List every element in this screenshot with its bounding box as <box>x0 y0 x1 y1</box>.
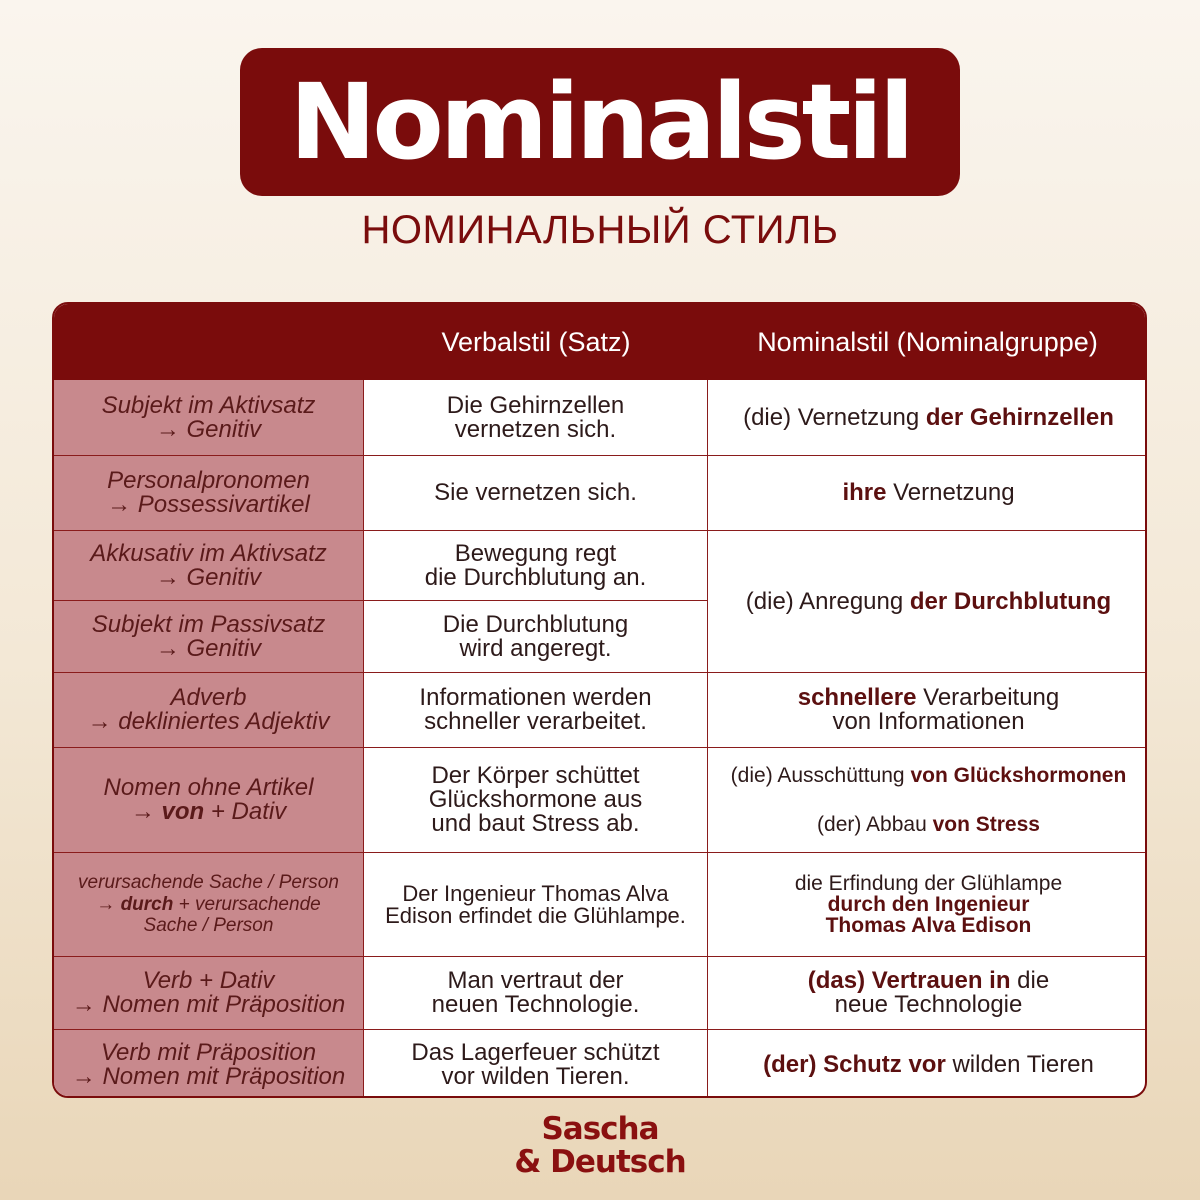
title-banner <box>240 48 960 196</box>
nominal-plain: wilden Tieren <box>945 1051 1094 1078</box>
verbal-line: schneller verarbeitet. <box>424 708 647 735</box>
arrow-text: → <box>130 798 162 825</box>
nominalstil-cell <box>708 957 1147 1030</box>
nominalstil-cell <box>708 853 1147 957</box>
nominal-bold: von Glückshormonen <box>910 764 1127 787</box>
nominal-bold: ihre <box>842 479 887 506</box>
category-line: → Genitiv <box>155 563 262 591</box>
category-cell <box>54 531 364 601</box>
category-line <box>96 894 320 916</box>
verbalstil-cell <box>364 456 708 531</box>
verbal-line: Die Gehirnzellen <box>446 391 625 419</box>
category-cell <box>54 1030 364 1098</box>
category-bold: durch <box>120 893 174 915</box>
verbalstil-cell <box>364 673 708 748</box>
category-cell <box>54 380 364 456</box>
category-bold: von <box>161 798 205 825</box>
nominal-line <box>745 587 1112 615</box>
category-line: verursachende Sache / Person <box>78 871 339 893</box>
nominalstil-cell <box>708 673 1147 748</box>
page-subtitle: НОМИНАЛЬНЫЙ СТИЛЬ <box>361 208 839 252</box>
category-line: Sache / Person <box>143 915 274 937</box>
verbal-line: Edison erfindet die Glühlampe. <box>385 902 686 928</box>
verbal-line: und baut Stress ab. <box>431 810 640 837</box>
nominal-plain: Vernetzung <box>886 479 1015 506</box>
category-line: → dekliniertes Adjektiv <box>87 708 330 735</box>
verbalstil-cell <box>364 531 708 601</box>
verbal-line: wird angeregt. <box>459 634 612 662</box>
nominal-line <box>743 403 1114 431</box>
nominal-plain: (die) Vernetzung <box>743 403 926 431</box>
category-line: Verb mit Präposition <box>100 1039 317 1066</box>
verbalstil-cell <box>364 853 708 957</box>
nominal-bold: Thomas Alva Edison <box>825 914 1032 937</box>
nominal-plain: die <box>1010 967 1050 994</box>
table-header <box>54 304 1145 380</box>
category-line: → Nomen mit Präposition <box>71 991 346 1018</box>
category-line: Akkusativ im Aktivsatz <box>90 539 327 567</box>
brand-line: & Deutsch <box>514 1143 686 1180</box>
nominalstil-cell <box>708 380 1147 456</box>
verbal-line: Die Durchblutung <box>442 610 629 638</box>
nominal-plain: (der) Abbau <box>817 813 933 836</box>
category-line: Verb + Dativ <box>142 967 275 994</box>
nominal-bold: der Durchblutung <box>909 587 1112 615</box>
verbal-line: Der Körper schüttet <box>431 762 640 789</box>
category-cell <box>54 748 364 853</box>
verbal-line: Der Ingenieur Thomas Alva <box>402 880 669 906</box>
verbalstil-cell <box>364 601 708 673</box>
verbal-line: vor wilden Tieren. <box>441 1063 630 1090</box>
nominalstil-merged-cell <box>708 531 1147 673</box>
verbal-line: Das Lagerfeuer schützt <box>411 1039 660 1066</box>
category-cell <box>54 456 364 531</box>
verbal-line: neuen Technologie. <box>431 991 640 1018</box>
nominal-plain: Verarbeitung <box>916 684 1060 711</box>
verbal-line: Informationen werden <box>419 684 652 711</box>
verbalstil-cell <box>364 748 708 853</box>
brand-line: Sascha <box>541 1111 659 1147</box>
nominal-plain: (die) Ausschüttung <box>730 764 911 787</box>
nominal-bold: schnellere <box>797 684 917 711</box>
header-verbalstil: Verbalstil (Satz) <box>441 326 631 357</box>
arrow-text: → <box>96 893 121 915</box>
header-nominalstil: Nominalstil (Nominalgruppe) <box>757 326 1098 357</box>
category-line <box>131 800 286 824</box>
brand-logo <box>0 1113 1200 1178</box>
category-line: Nomen ohne Artikel <box>103 774 314 801</box>
verbalstil-cell <box>364 957 708 1030</box>
page-title: Nominalstil <box>289 61 911 183</box>
nominalstil-cell <box>708 1030 1147 1098</box>
nominal-line: von Informationen <box>832 708 1025 735</box>
nominalstil-cell <box>708 456 1147 531</box>
nominal-line <box>763 1053 1094 1077</box>
category-line: Subjekt im Aktivsatz <box>101 391 316 419</box>
nominal-line: neue Technologie <box>834 991 1023 1018</box>
nominal-line <box>817 814 1040 835</box>
nominal-line: die Erfindung der Glühlampe <box>794 872 1063 895</box>
nominal-bold: (der) Schutz vor <box>763 1051 946 1078</box>
nominal-line <box>731 765 1127 786</box>
category-cell <box>54 853 364 957</box>
comparison-table <box>52 302 1147 1098</box>
category-line: Adverb <box>170 684 247 711</box>
category-cell <box>54 673 364 748</box>
category-text: + Dativ <box>204 798 287 825</box>
verbal-line: Bewegung regt <box>454 539 617 567</box>
nominal-line <box>842 481 1014 505</box>
category-line: → Possessivartikel <box>107 491 310 518</box>
category-line: → Genitiv <box>155 634 262 662</box>
verbal-line: Man vertraut der <box>447 967 624 994</box>
category-text: + verursachende <box>173 893 321 915</box>
verbal-line: Glückshormone aus <box>428 786 643 813</box>
nominalstil-cell <box>708 748 1147 853</box>
category-line: Subjekt im Passivsatz <box>91 610 326 638</box>
verbal-line: Sie vernetzen sich. <box>434 479 637 506</box>
category-cell <box>54 601 364 673</box>
nominal-bold: (das) Vertrauen in <box>807 967 1011 994</box>
category-line: → Genitiv <box>155 415 262 443</box>
nominal-line <box>798 686 1060 710</box>
verbal-line: vernetzen sich. <box>454 415 617 443</box>
nominal-bold: der Gehirnzellen <box>925 403 1114 431</box>
category-cell <box>54 957 364 1030</box>
category-line: → Nomen mit Präposition <box>71 1063 346 1090</box>
verbalstil-cell <box>364 380 708 456</box>
nominal-plain: (die) Anregung <box>745 587 910 615</box>
nominal-line <box>808 969 1049 993</box>
category-line: Personalpronomen <box>107 467 310 494</box>
verbal-line: die Durchblutung an. <box>424 563 647 591</box>
nominal-bold: von Stress <box>932 813 1040 836</box>
verbalstil-cell <box>364 1030 708 1098</box>
nominal-bold: durch den Ingenieur <box>827 893 1030 916</box>
